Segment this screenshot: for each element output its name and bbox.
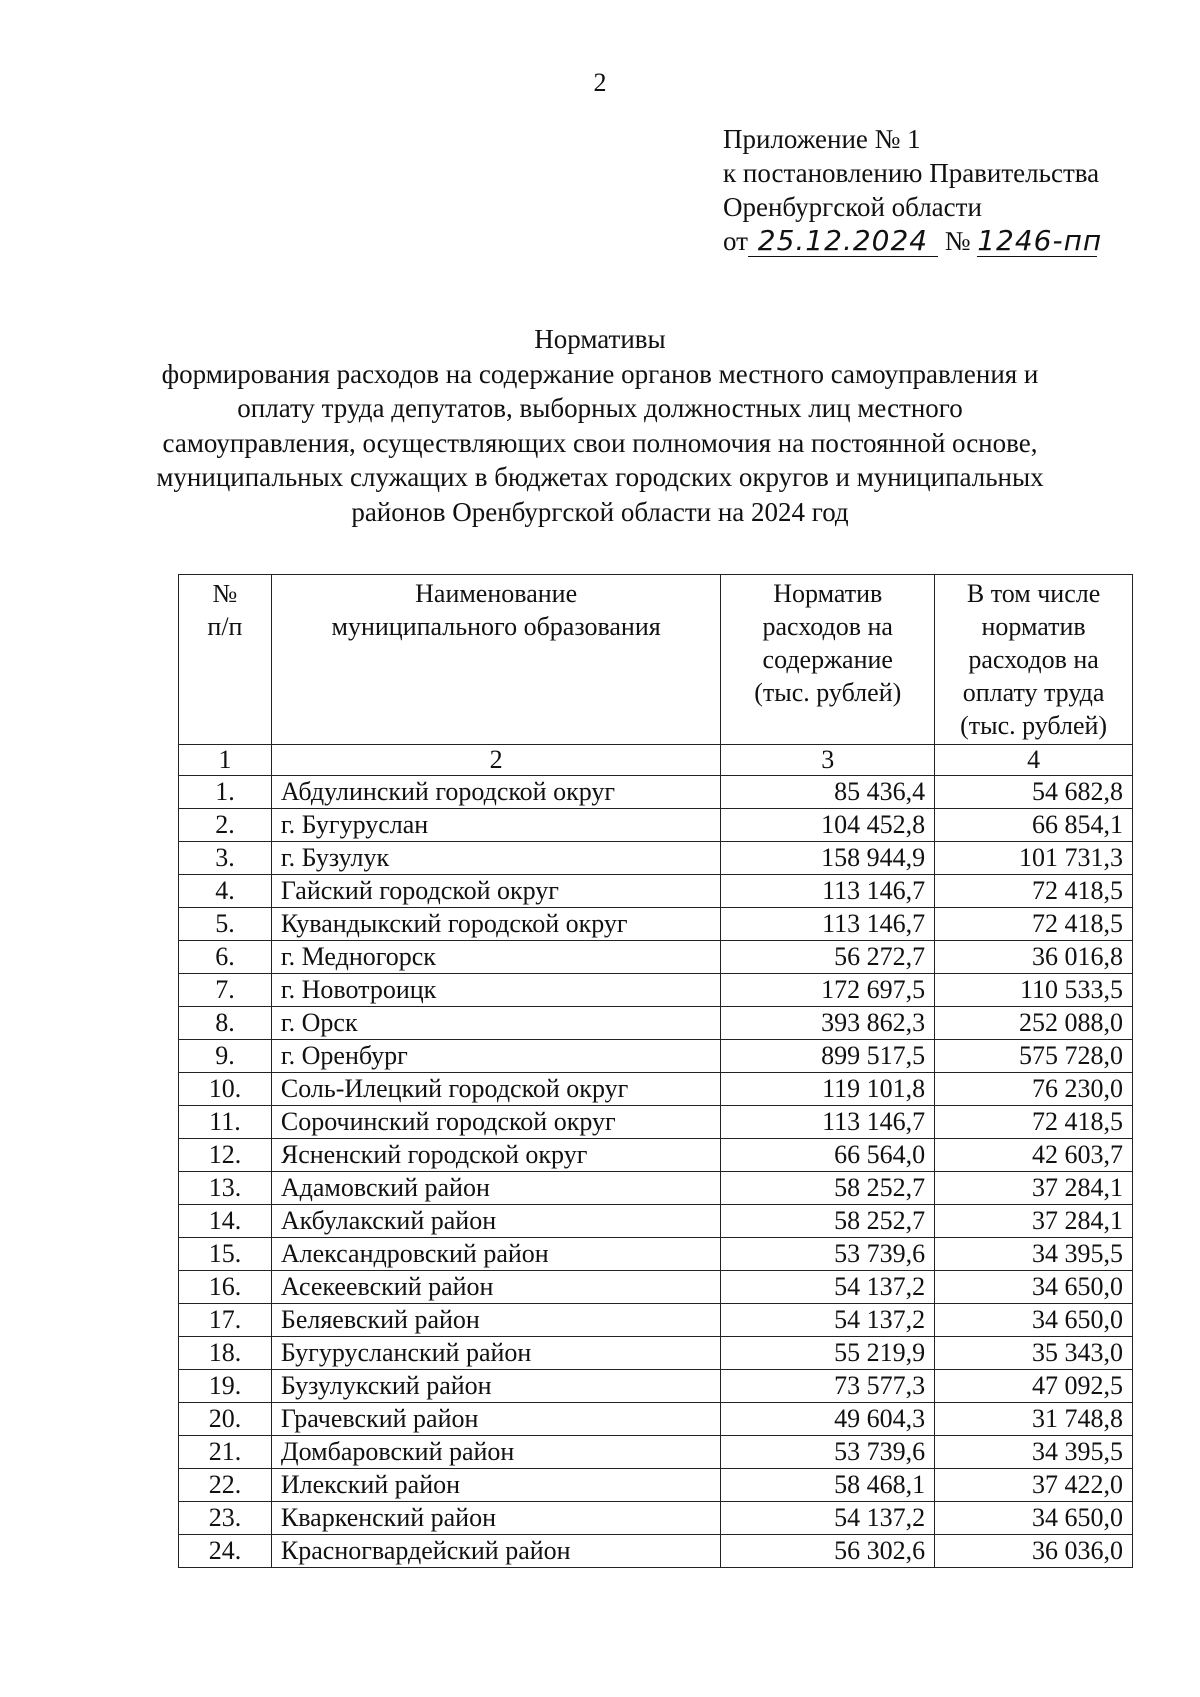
number-prefix: № <box>944 226 971 256</box>
municipality-name: Бугурусланский район <box>271 1337 720 1370</box>
maintenance-norm-value: 393 862,3 <box>721 1007 935 1040</box>
row-number: 22. <box>179 1469 272 1502</box>
row-number: 2. <box>179 809 272 842</box>
table-row <box>179 875 1133 908</box>
table-row <box>179 1337 1133 1370</box>
title-line: самоуправления, осуществляющих свои полномочия на постоянной основе, <box>162 427 1038 458</box>
row-number: 4. <box>179 875 272 908</box>
salary-norm-value: 31 748,8 <box>935 1403 1133 1436</box>
salary-norm-value: 34 650,0 <box>935 1502 1133 1535</box>
table-row <box>179 1502 1133 1535</box>
header-salary-norm: В том числе норматив расходов на оплату труда (тыс. рублей) <box>935 575 1133 745</box>
appendix-region: Оренбургской области <box>723 192 982 222</box>
row-number: 11. <box>179 1106 272 1139</box>
salary-norm-value: 36 016,8 <box>935 941 1133 974</box>
municipality-name: Ясненский городской округ <box>271 1139 720 1172</box>
table-row <box>179 974 1133 1007</box>
maintenance-norm-value: 113 146,7 <box>721 1106 935 1139</box>
salary-norm-value: 72 418,5 <box>935 908 1133 941</box>
table-row <box>179 1535 1133 1568</box>
table-row <box>179 1469 1133 1502</box>
table-row <box>179 1238 1133 1271</box>
municipality-name: Грачевский район <box>271 1403 720 1436</box>
maintenance-norm-value: 53 739,6 <box>721 1436 935 1469</box>
salary-norm-value: 110 533,5 <box>935 974 1133 1007</box>
salary-norm-value: 72 418,5 <box>935 1106 1133 1139</box>
salary-norm-value: 575 728,0 <box>935 1040 1133 1073</box>
salary-norm-value: 66 854,1 <box>935 809 1133 842</box>
title-line: районов Оренбургской области на 2024 год <box>351 496 849 527</box>
maintenance-norm-value: 55 219,9 <box>721 1337 935 1370</box>
table-row <box>179 809 1133 842</box>
salary-norm-value: 35 343,0 <box>935 1337 1133 1370</box>
table-row <box>179 1205 1133 1238</box>
municipality-name: Сорочинский городской округ <box>271 1106 720 1139</box>
maintenance-norm-value: 58 252,7 <box>721 1205 935 1238</box>
table-row <box>179 842 1133 875</box>
table-row <box>179 1403 1133 1436</box>
appendix-block <box>723 122 1103 258</box>
appendix-decree: к постановлению Правительства <box>723 158 1100 188</box>
table-row <box>179 776 1133 809</box>
title-heading: Нормативы <box>534 324 666 354</box>
maintenance-norm-value: 119 101,8 <box>721 1073 935 1106</box>
municipality-name: Акбулакский район <box>271 1205 720 1238</box>
appendix-title: Приложение № 1 <box>723 124 921 154</box>
municipality-name: Александровский район <box>271 1238 720 1271</box>
table-row <box>179 1370 1133 1403</box>
handwritten-number: 1246-пп <box>977 224 1103 257</box>
row-number: 14. <box>179 1205 272 1238</box>
salary-norm-value: 72 418,5 <box>935 875 1133 908</box>
maintenance-norm-value: 58 252,7 <box>721 1172 935 1205</box>
municipality-name: г. Бугуруслан <box>271 809 720 842</box>
maintenance-norm-value: 54 137,2 <box>721 1304 935 1337</box>
salary-norm-value: 34 650,0 <box>935 1304 1133 1337</box>
page-number: 2 <box>593 68 607 97</box>
salary-norm-value: 54 682,8 <box>935 776 1133 809</box>
row-number: 7. <box>179 974 272 1007</box>
table-row <box>179 1106 1133 1139</box>
table-header-row <box>179 575 1133 745</box>
row-number: 18. <box>179 1337 272 1370</box>
row-number: 9. <box>179 1040 272 1073</box>
row-number: 21. <box>179 1436 272 1469</box>
row-number: 19. <box>179 1370 272 1403</box>
table-row <box>179 1271 1133 1304</box>
appendix-date-number <box>723 224 1103 258</box>
title-line: оплату труда депутатов, выборных должностных лиц местного <box>237 393 963 423</box>
table-body <box>179 776 1133 1568</box>
handwritten-date: 25.12.2024 <box>748 226 938 257</box>
table-row <box>179 1436 1133 1469</box>
salary-norm-value: 34 650,0 <box>935 1271 1133 1304</box>
column-number: 3 <box>721 745 935 776</box>
maintenance-norm-value: 113 146,7 <box>721 875 935 908</box>
salary-norm-value: 42 603,7 <box>935 1139 1133 1172</box>
table-row <box>179 1139 1133 1172</box>
maintenance-norm-value: 66 564,0 <box>721 1139 935 1172</box>
date-prefix: от <box>723 226 748 256</box>
title-line: формирования расходов на содержание органов местного самоуправления и <box>161 358 1039 389</box>
maintenance-norm-value: 56 302,6 <box>721 1535 935 1568</box>
municipality-name: Красногвардейский район <box>271 1535 720 1568</box>
header-number: № п/п <box>179 575 272 745</box>
maintenance-norm-value: 158 944,9 <box>721 842 935 875</box>
municipality-name: Кувандыкский городской округ <box>271 908 720 941</box>
maintenance-norm-value: 113 146,7 <box>721 908 935 941</box>
maintenance-norm-value: 49 604,3 <box>721 1403 935 1436</box>
row-number: 1. <box>179 776 272 809</box>
column-number: 2 <box>271 745 720 776</box>
header-name: Наименование муниципального образования <box>271 575 720 745</box>
municipality-name: Беляевский район <box>271 1304 720 1337</box>
municipality-name: г. Медногорск <box>271 941 720 974</box>
column-number-row <box>179 745 1133 776</box>
table-row <box>179 908 1133 941</box>
salary-norm-value: 76 230,0 <box>935 1073 1133 1106</box>
municipality-name: Соль-Илецкий городской округ <box>271 1073 720 1106</box>
maintenance-norm-value: 54 137,2 <box>721 1271 935 1304</box>
salary-norm-value: 34 395,5 <box>935 1238 1133 1271</box>
salary-norm-value: 36 036,0 <box>935 1535 1133 1568</box>
maintenance-norm-value: 54 137,2 <box>721 1502 935 1535</box>
table-row <box>179 1073 1133 1106</box>
municipality-name: Асекеевский район <box>271 1271 720 1304</box>
document-title <box>150 322 1050 529</box>
row-number: 17. <box>179 1304 272 1337</box>
table-row <box>179 1172 1133 1205</box>
maintenance-norm-value: 85 436,4 <box>721 776 935 809</box>
municipality-name: Гайский городской округ <box>271 875 720 908</box>
salary-norm-value: 252 088,0 <box>935 1007 1133 1040</box>
salary-norm-value: 34 395,5 <box>935 1436 1133 1469</box>
row-number: 3. <box>179 842 272 875</box>
salary-norm-value: 37 422,0 <box>935 1469 1133 1502</box>
salary-norm-value: 37 284,1 <box>935 1172 1133 1205</box>
municipality-name: г. Орск <box>271 1007 720 1040</box>
municipality-name: Бузулукский район <box>271 1370 720 1403</box>
table-row <box>179 941 1133 974</box>
table-row <box>179 1040 1133 1073</box>
maintenance-norm-value: 899 517,5 <box>721 1040 935 1073</box>
maintenance-norm-value: 172 697,5 <box>721 974 935 1007</box>
column-number: 4 <box>935 745 1133 776</box>
maintenance-norm-value: 58 468,1 <box>721 1469 935 1502</box>
municipality-name: Илекский район <box>271 1469 720 1502</box>
maintenance-norm-value: 53 739,6 <box>721 1238 935 1271</box>
header-maintenance-norm: Норматив расходов на содержание (тыс. рублей) <box>721 575 935 745</box>
maintenance-norm-value: 56 272,7 <box>721 941 935 974</box>
table-row <box>179 1304 1133 1337</box>
salary-norm-value: 101 731,3 <box>935 842 1133 875</box>
municipality-name: Кваркенский район <box>271 1502 720 1535</box>
salary-norm-value: 37 284,1 <box>935 1205 1133 1238</box>
title-line: муниципальных служащих в бюджетах городских округов и муниципальных <box>156 462 1044 492</box>
row-number: 23. <box>179 1502 272 1535</box>
row-number: 24. <box>179 1535 272 1568</box>
column-number: 1 <box>179 745 272 776</box>
municipality-name: г. Бузулук <box>271 842 720 875</box>
row-number: 10. <box>179 1073 272 1106</box>
maintenance-norm-value: 104 452,8 <box>721 809 935 842</box>
row-number: 20. <box>179 1403 272 1436</box>
row-number: 15. <box>179 1238 272 1271</box>
row-number: 16. <box>179 1271 272 1304</box>
row-number: 5. <box>179 908 272 941</box>
salary-norm-value: 47 092,5 <box>935 1370 1133 1403</box>
municipality-name: Абдулинский городской округ <box>271 776 720 809</box>
municipality-name: Адамовский район <box>271 1172 720 1205</box>
municipality-name: г. Оренбург <box>271 1040 720 1073</box>
row-number: 6. <box>179 941 272 974</box>
row-number: 8. <box>179 1007 272 1040</box>
maintenance-norm-value: 73 577,3 <box>721 1370 935 1403</box>
norms-table <box>178 574 1133 1568</box>
table-row <box>179 1007 1133 1040</box>
municipality-name: Домбаровский район <box>271 1436 720 1469</box>
municipality-name: г. Новотроицк <box>271 974 720 1007</box>
row-number: 13. <box>179 1172 272 1205</box>
row-number: 12. <box>179 1139 272 1172</box>
